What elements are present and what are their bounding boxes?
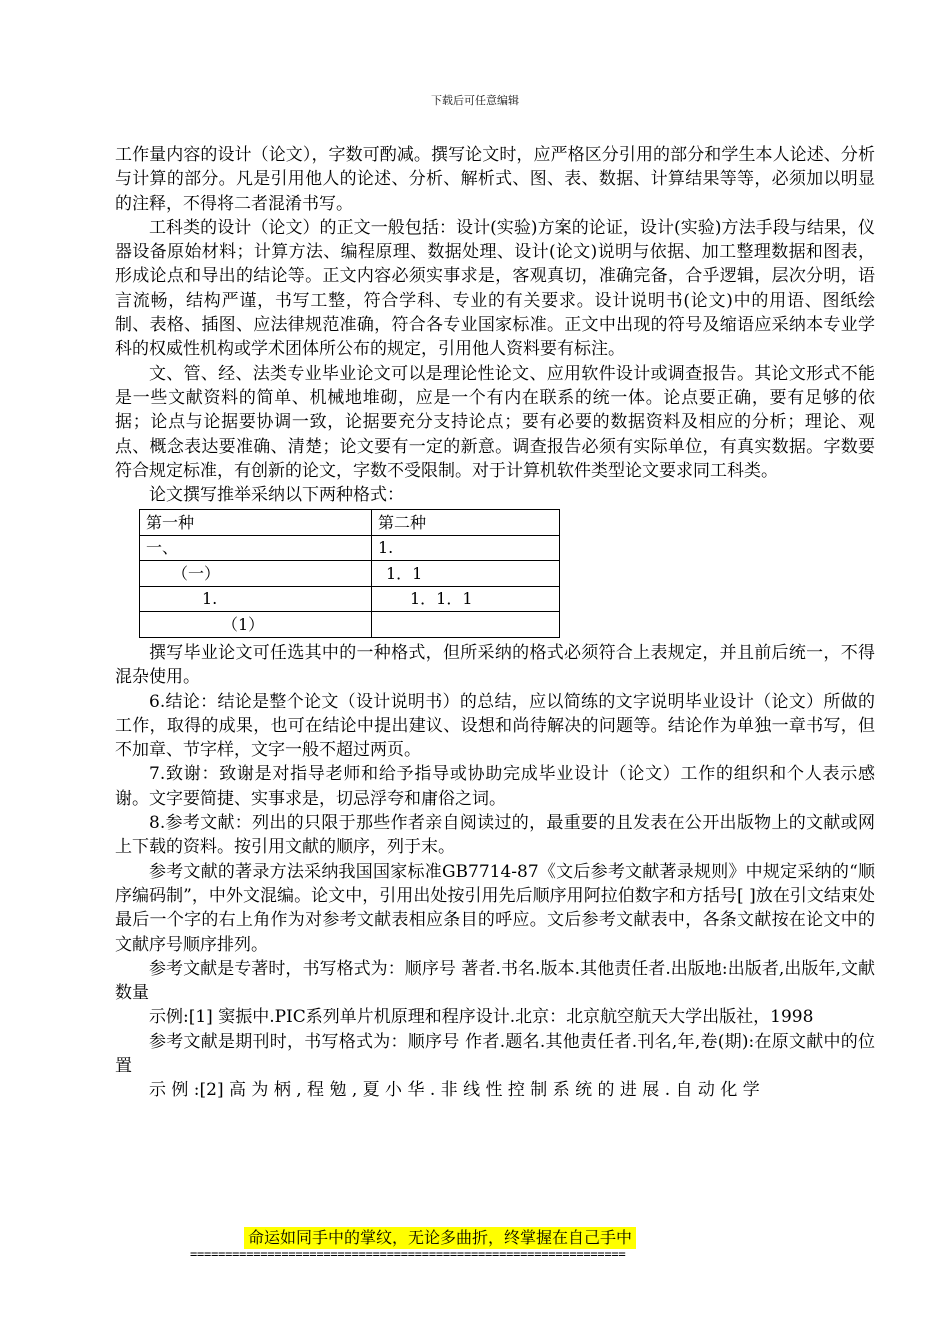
paragraph: 论文撰写推举采纳以下两种格式： [149, 485, 404, 506]
table-row [140, 535, 560, 561]
table-header-cell: 第一种 [140, 510, 372, 536]
table-cell: （一） [140, 561, 372, 587]
table-cell: 1．1．1 [372, 586, 560, 612]
page-header: 下载后可任意编辑 [431, 94, 519, 107]
paragraph: 工科类的设计（论文）的正文一般包括：设计(实验)方案的论证，设计(实验)方法手段与结果，仪器设备原始材料；计算方法、编程原理、数据处理、设计(论文)说明与依据、加工整理数据和图表，形成论点和导出的结论等。正文内容必须实事求是，客观真切，准确完备，合乎逻辑，层次分明，语言流畅，结构严谨，书写工整，符合学科、专业的有关要求。设计说明书(论文)中的用语、图纸绘制、表格、插图、应法律规范准确，符合各专业国家标准。正文中出现的符号及缩语应采纳本专业学科的权威性机构或学术团体所公布的规定，引用他人资料要有标注。 [115, 217, 875, 360]
footer-rule: ============================================================== [190, 1247, 626, 1261]
table-cell: 一、 [140, 535, 372, 561]
paragraph: 参考文献是期刊时，书写格式为：顺序号 作者.题名.其他责任者.刊名,年,卷(期):在原文献中的位置 [115, 1031, 875, 1076]
table-cell: 1. [372, 535, 560, 561]
paragraph: 参考文献的著录方法采纳我国国家标准GB7714-87《文后参考文献著录规则》中规定采纳的“顺序编码制”，中外文混编。论文中，引用出处按引用先后顺序用阿拉伯数字和方括号[ ]放在引文结束处最后一个字的右上角作为对参考文献表相应条目的呼应。文后参考文献表中，各条文献按在论文中的文献序号顺序排列。 [115, 861, 875, 955]
table-header-cell: 第二种 [372, 510, 560, 536]
table-header-row [140, 510, 560, 536]
document-body [115, 143, 875, 1103]
table-cell: 1．1 [372, 561, 560, 587]
paragraph: 示 例 :[2] 高 为 柄 , 程 勉 , 夏 小 华 . 非 线 性 控 制 系 统 的 进 展 . 自 动 化 学 [149, 1080, 760, 1101]
paragraph: 撰写毕业论文可任选其中的一种格式，但所采纳的格式必须符合上表规定，并且前后统一，不得混杂使用。 [115, 642, 875, 688]
table-row [140, 612, 560, 638]
heading-format-table [139, 509, 560, 638]
paragraph: 工作量内容的设计（论文），字数可酌减。撰写论文时，应严格区分引用的部分和学生本人论述、分析与计算的部分。凡是引用他人的论述、分析、解析式、图、表、数据、计算结果等等，必须加以明显的注释，不得将二者混淆书写。 [115, 145, 875, 214]
table-row [140, 586, 560, 612]
paragraph: 参考文献是专著时，书写格式为：顺序号 著者.书名.版本.其他责任者.出版地:出版者,出版年,文献数量 [115, 958, 875, 1004]
paragraph: 文、管、经、法类专业毕业论文可以是理论性论文、应用软件设计或调查报告。其论文形式不能是一些文献资料的简单、机械地堆砌，应是一个有内在联系的统一体。论点要正确，要有足够的依据；论点与论据要协调一致，论据要充分支持论点；要有必要的数据资料及相应的分析；理论、观点、概念表达要准确、清楚；论文要有一定的新意。调查报告必须有实际单位，有真实数据。字数要符合规定标准，有创新的论文，字数不受限制。对于计算机软件类型论文要求同工科类。 [115, 363, 875, 481]
paragraph: 6.结论：结论是整个论文（设计说明书）的总结，应以简练的文字说明毕业设计（论文）所做的工作，取得的成果，也可在结论中提出建议、设想和尚待解决的问题等。结论作为单独一章书写，但不加章、节字样，文字一般不超过两页。 [115, 691, 875, 761]
paragraph: 8.参考文献：列出的只限于那些作者亲自阅读过的，最重要的且发表在公开出版物上的文献或网上下载的资料。按引用文献的顺序，列于末。 [115, 813, 875, 858]
table-cell: 1. [140, 586, 372, 612]
paragraph: 7.致谢：致谢是对指导老师和给予指导或协助完成毕业设计（论文）工作的组织和个人表示感谢。文字要简捷、实事求是，切忌浮夸和庸俗之词。 [115, 764, 875, 809]
paragraph: 示例:[1] 窦振中.PIC系列单片机原理和程序设计.北京：北京航空航天大学出版社，1998 [149, 1007, 814, 1028]
footer-motto: 命运如同手中的掌纹，无论多曲折，终掌握在自己手中 [244, 1227, 636, 1249]
table-row [140, 561, 560, 587]
table-cell [372, 612, 560, 638]
table-cell: （1） [140, 612, 372, 638]
